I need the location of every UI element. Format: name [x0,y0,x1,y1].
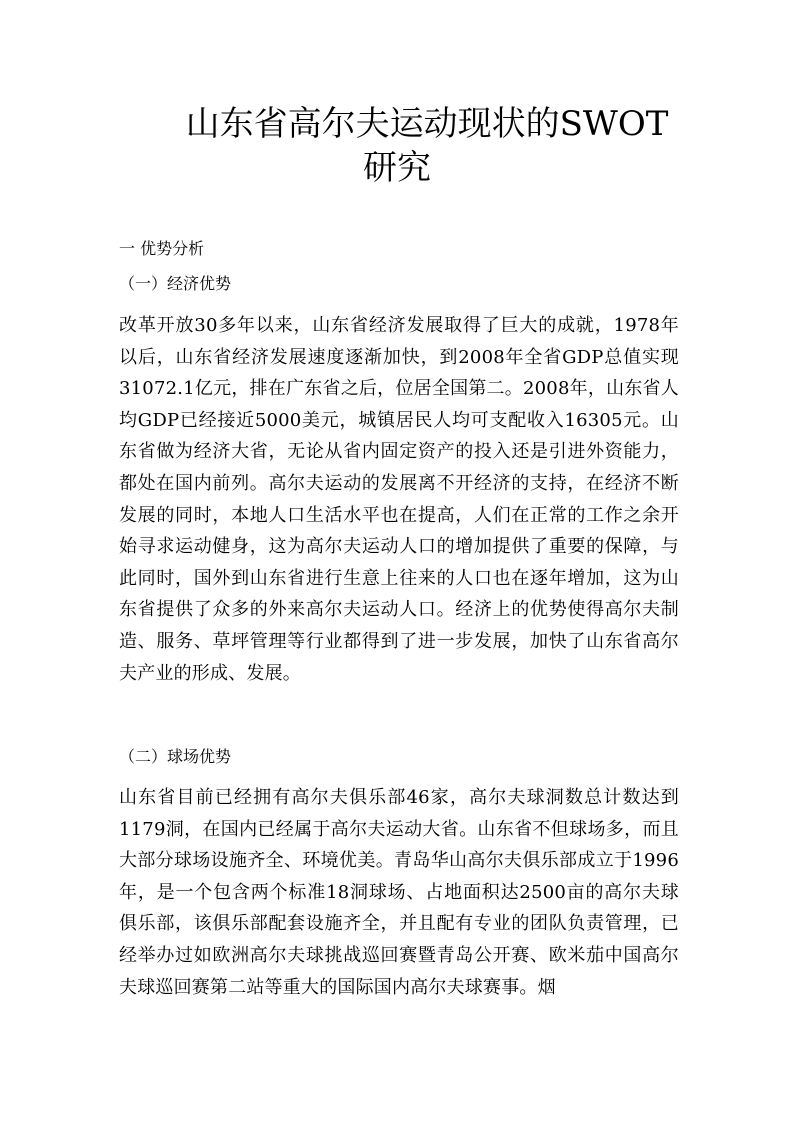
document-title-line-1: 山东省高尔夫运动现状的SWOT [185,104,669,144]
paragraph-economy-text: 改革开放30多年以来，山东省经济发展取得了巨大的成就，1978年以后，山东省经济发展速度逐渐加快，到2008年全省GDP总值实现31072.1亿元，排在广东省之后，位居全国第二。2008年，山东省人均GDP已经接近5000美元，城镇居民人均可支配收入16305元。山东省做为经济大省，无论从省内固定资产的投入还是引进外资能力，都处在国内前列。高尔夫运动的发展离不开经济的支持，在经济不断发展的同时，本地人口生活水平也在提高，人们在正常的工作之余开始寻求运动健身，这为高尔夫运动人口的增加提供了重要的保障，与此同时，国外到山东省进行生意上往来的人口也在逐年增加，这为山东省提供了众多的外来高尔夫运动人口。经济上的优势使得高尔夫制造、服务、草坪管理等行业都得到了进一步发展，加快了山东省高尔夫产业的形成、发展。 [119,315,679,684]
subsection-heading-economy: （一）经济优势 [119,274,232,293]
paragraph-courses [119,782,679,1003]
document-title-line-2: 研究 [363,148,431,188]
paragraph-economy [119,310,679,689]
section-heading-advantages: 一 优势分析 [119,239,205,258]
paragraph-courses-text: 山东省目前已经拥有高尔夫俱乐部46家，高尔夫球洞数总计数达到1179洞，在国内已经属于高尔夫运动大省。山东省不但球场多，而且大部分球场设施齐全、环境优美。青岛华山高尔夫俱乐部成立于1996年，是一个包含两个标准18洞球场、占地面积达2500亩的高尔夫球俱乐部，该俱乐部配套设施齐全，并且配有专业的团队负责管理，已经举办过如欧洲高尔夫球挑战巡回赛暨青岛公开赛、欧米茄中国高尔夫球巡回赛第二站等重大的国际国内高尔夫球赛事。烟 [119,787,679,998]
subsection-heading-courses: （二）球场优势 [119,747,232,766]
